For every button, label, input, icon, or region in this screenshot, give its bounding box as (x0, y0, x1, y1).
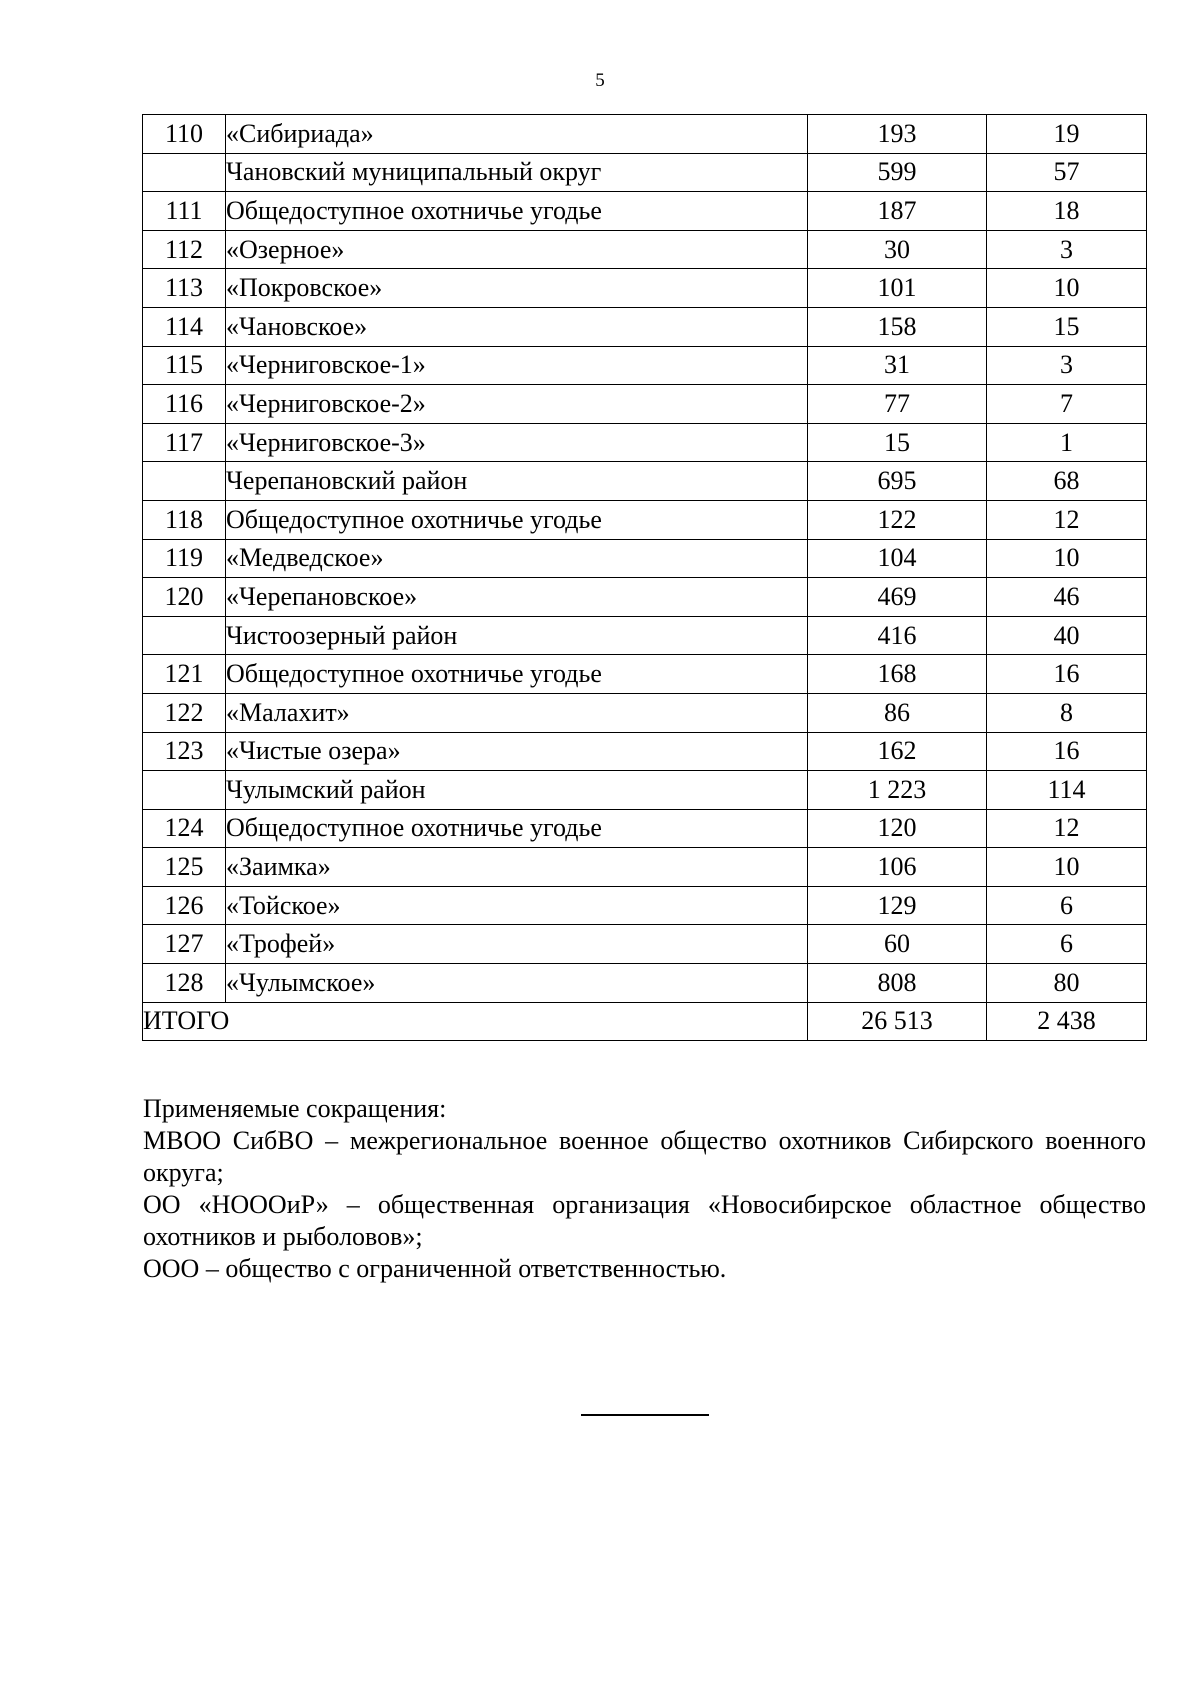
row-value-1-cell: 106 (808, 848, 987, 887)
row-value-1-cell: 1 223 (808, 771, 987, 810)
row-value-2-cell: 46 (987, 578, 1147, 617)
data-table (142, 114, 1147, 1041)
row-value-1-cell: 15 (808, 423, 987, 462)
row-value-1-cell: 695 (808, 462, 987, 501)
row-value-1-cell: 469 (808, 578, 987, 617)
table-row (143, 848, 1147, 887)
table-row (143, 964, 1147, 1003)
row-number-cell (143, 616, 226, 655)
row-value-2-cell: 15 (987, 307, 1147, 346)
row-name-cell: «Черниговское-2» (226, 385, 808, 424)
row-value-1-cell: 31 (808, 346, 987, 385)
row-number-cell: 118 (143, 500, 226, 539)
row-value-1-cell: 120 (808, 809, 987, 848)
row-name-cell: «Черепановское» (226, 578, 808, 617)
row-number-cell: 123 (143, 732, 226, 771)
table-row (143, 423, 1147, 462)
row-number-cell: 120 (143, 578, 226, 617)
row-name-cell: «Чулымское» (226, 964, 808, 1003)
table-row (143, 578, 1147, 617)
row-value-2-cell: 80 (987, 964, 1147, 1003)
row-value-1-cell: 129 (808, 886, 987, 925)
row-number-cell: 110 (143, 115, 226, 154)
row-number-cell: 119 (143, 539, 226, 578)
row-number-cell: 114 (143, 307, 226, 346)
row-name-cell: «Покровское» (226, 269, 808, 308)
row-value-1-cell: 30 (808, 230, 987, 269)
row-name-cell: Чановский муниципальный округ (226, 153, 808, 192)
row-number-cell: 112 (143, 230, 226, 269)
note-item: МВОО СибВО – межрегиональное военное общество охотников Сибирского военного округа; (143, 1126, 1146, 1187)
table-row (143, 462, 1147, 501)
table-row (143, 655, 1147, 694)
table-row (143, 346, 1147, 385)
row-name-cell: Общедоступное охотничье угодье (226, 500, 808, 539)
row-name-cell: Чистоозерный район (226, 616, 808, 655)
table-row (143, 500, 1147, 539)
total-label-cell: ИТОГО (143, 1002, 808, 1041)
row-number-cell: 124 (143, 809, 226, 848)
row-value-1-cell: 599 (808, 153, 987, 192)
row-value-1-cell: 168 (808, 655, 987, 694)
row-name-cell: Общедоступное охотничье угодье (226, 192, 808, 231)
note-item: ООО – общество с ограниченной ответственностью. (143, 1254, 727, 1283)
table-row (143, 539, 1147, 578)
row-value-2-cell: 10 (987, 269, 1147, 308)
row-number-cell: 126 (143, 886, 226, 925)
row-value-1-cell: 77 (808, 385, 987, 424)
row-name-cell: «Тойское» (226, 886, 808, 925)
row-value-1-cell: 187 (808, 192, 987, 231)
row-name-cell: «Чановское» (226, 307, 808, 346)
row-number-cell (143, 153, 226, 192)
note-item: ОО «НОООиР» – общественная организация «Новосибирское областное общество охотников и рыболовов»; (143, 1190, 1146, 1251)
table-row (143, 809, 1147, 848)
table-row (143, 115, 1147, 154)
row-number-cell: 125 (143, 848, 226, 887)
row-value-1-cell: 808 (808, 964, 987, 1003)
row-number-cell: 111 (143, 192, 226, 231)
row-name-cell: «Трофей» (226, 925, 808, 964)
row-value-1-cell: 101 (808, 269, 987, 308)
table-row (143, 771, 1147, 810)
row-value-2-cell: 57 (987, 153, 1147, 192)
row-value-1-cell: 158 (808, 307, 987, 346)
row-name-cell: «Сибириада» (226, 115, 808, 154)
row-name-cell: «Черниговское-3» (226, 423, 808, 462)
row-number-cell: 115 (143, 346, 226, 385)
table-row (143, 307, 1147, 346)
row-value-2-cell: 12 (987, 809, 1147, 848)
table-row (143, 269, 1147, 308)
row-value-1-cell: 193 (808, 115, 987, 154)
row-name-cell: «Чистые озера» (226, 732, 808, 771)
row-value-2-cell: 18 (987, 192, 1147, 231)
row-number-cell (143, 771, 226, 810)
row-number-cell: 113 (143, 269, 226, 308)
row-value-2-cell: 6 (987, 886, 1147, 925)
row-value-2-cell: 16 (987, 655, 1147, 694)
table-row (143, 886, 1147, 925)
row-value-2-cell: 12 (987, 500, 1147, 539)
row-value-2-cell: 16 (987, 732, 1147, 771)
table-row (143, 925, 1147, 964)
row-value-1-cell: 104 (808, 539, 987, 578)
row-value-2-cell: 1 (987, 423, 1147, 462)
table-row (143, 616, 1147, 655)
row-name-cell: Общедоступное охотничье угодье (226, 809, 808, 848)
row-name-cell: «Черниговское-1» (226, 346, 808, 385)
row-value-2-cell: 10 (987, 848, 1147, 887)
table-row (143, 732, 1147, 771)
row-value-2-cell: 6 (987, 925, 1147, 964)
table-row (143, 153, 1147, 192)
row-value-2-cell: 40 (987, 616, 1147, 655)
row-number-cell: 116 (143, 385, 226, 424)
row-value-2-cell: 68 (987, 462, 1147, 501)
row-name-cell: «Малахит» (226, 693, 808, 732)
end-rule (581, 1414, 709, 1416)
page-number: 5 (595, 70, 605, 91)
row-value-1-cell: 162 (808, 732, 987, 771)
row-number-cell: 122 (143, 693, 226, 732)
table-body (143, 115, 1147, 1041)
row-name-cell: «Медведское» (226, 539, 808, 578)
row-number-cell: 117 (143, 423, 226, 462)
row-value-2-cell: 8 (987, 693, 1147, 732)
row-value-1-cell: 60 (808, 925, 987, 964)
total-value-1-cell: 26 513 (808, 1002, 987, 1041)
row-value-1-cell: 416 (808, 616, 987, 655)
row-value-2-cell: 7 (987, 385, 1147, 424)
row-number-cell: 127 (143, 925, 226, 964)
row-number-cell: 128 (143, 964, 226, 1003)
table-row (143, 192, 1147, 231)
row-value-2-cell: 114 (987, 771, 1147, 810)
row-value-1-cell: 86 (808, 693, 987, 732)
abbreviations-notes (143, 1093, 1146, 1285)
row-name-cell: Чулымский район (226, 771, 808, 810)
row-name-cell: Общедоступное охотничье угодье (226, 655, 808, 694)
row-number-cell: 121 (143, 655, 226, 694)
row-name-cell: «Заимка» (226, 848, 808, 887)
total-value-2-cell: 2 438 (987, 1002, 1147, 1041)
row-value-1-cell: 122 (808, 500, 987, 539)
table-row (143, 693, 1147, 732)
row-name-cell: «Озерное» (226, 230, 808, 269)
notes-heading: Применяемые сокращения: (143, 1094, 447, 1123)
row-number-cell (143, 462, 226, 501)
table-row (143, 385, 1147, 424)
row-name-cell: Черепановский район (226, 462, 808, 501)
row-value-2-cell: 3 (987, 230, 1147, 269)
row-value-2-cell: 19 (987, 115, 1147, 154)
row-value-2-cell: 10 (987, 539, 1147, 578)
total-row (143, 1002, 1147, 1041)
table-row (143, 230, 1147, 269)
row-value-2-cell: 3 (987, 346, 1147, 385)
